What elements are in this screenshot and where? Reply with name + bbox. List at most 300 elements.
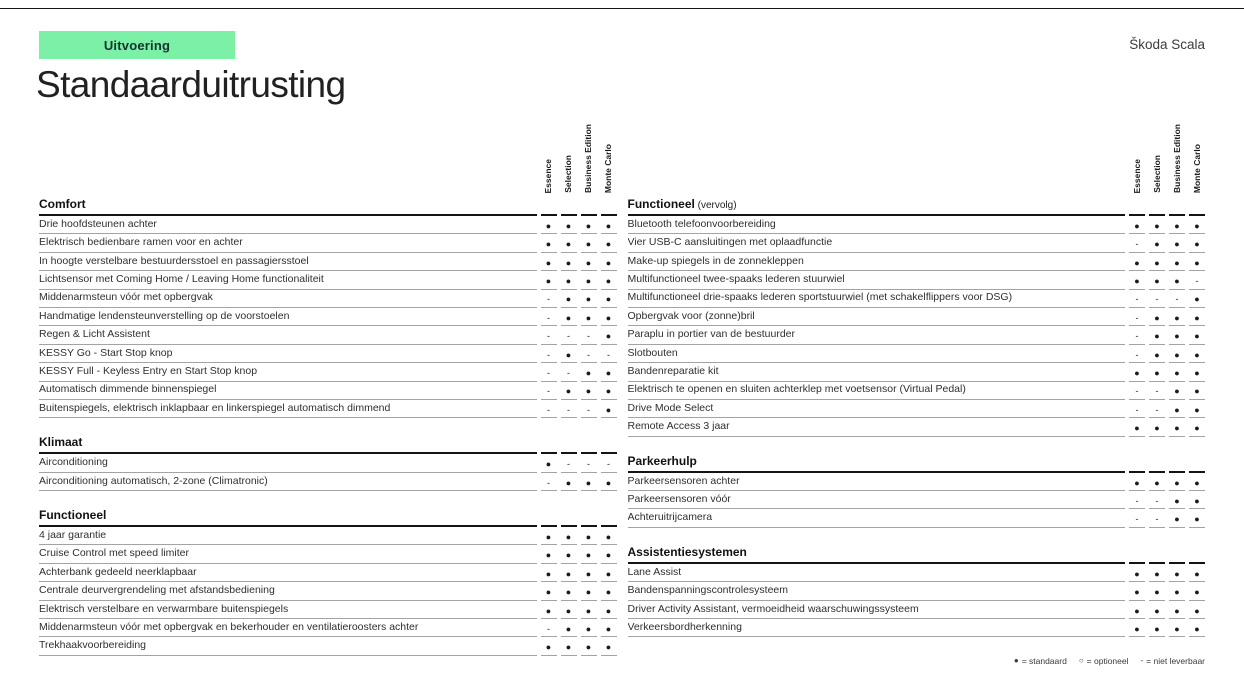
availability-standard: ●	[581, 637, 597, 655]
equipment-label: Parkeersensoren achter	[628, 473, 1126, 491]
availability-standard: ●	[1129, 473, 1145, 491]
equipment-label: Centrale deurvergrendeling met afstandsbediening	[39, 582, 537, 600]
section-heading-tick	[581, 435, 597, 454]
equipment-label: Make-up spiegels in de zonnekleppen	[628, 253, 1126, 271]
equipment-label: Lane Assist	[628, 564, 1126, 582]
section-heading-row	[628, 545, 1206, 564]
equipment-label: Remote Access 3 jaar	[628, 418, 1126, 436]
availability-standard: ●	[541, 564, 557, 582]
section-title	[628, 454, 1126, 473]
section-title	[628, 545, 1126, 564]
section-heading-row	[39, 197, 617, 216]
availability-standard: ●	[561, 216, 577, 234]
trim-column-label: Business Edition	[583, 124, 594, 193]
availability-standard: ●	[1169, 601, 1185, 619]
equipment-row	[628, 400, 1206, 418]
equipment-label: Achterbank gedeeld neerklapbaar	[39, 564, 537, 582]
availability-standard: ●	[561, 290, 577, 308]
availability-standard: ●	[561, 527, 577, 545]
section-title	[39, 508, 537, 527]
equipment-row	[39, 253, 617, 271]
equipment-section	[628, 454, 1206, 528]
equipment-label: Elektrisch te openen en sluiten achterklep met voetsensor (Virtual Pedal)	[628, 382, 1126, 400]
equipment-label: Middenarmsteun vóór met opbergvak en bekerhouder en ventilatieroosters achter	[39, 619, 537, 637]
equipment-row	[628, 491, 1206, 509]
availability-standard: ●	[601, 271, 617, 289]
equipment-row	[39, 564, 617, 582]
availability-standard: ●	[1169, 564, 1185, 582]
availability-standard: ●	[581, 527, 597, 545]
availability-standard: ●	[1149, 473, 1165, 491]
section-heading-tick	[601, 197, 617, 216]
availability-standard: ●	[1169, 271, 1185, 289]
section-title	[39, 435, 537, 454]
trim-column-header	[541, 125, 557, 193]
equipment-section	[39, 197, 617, 418]
availability-standard: ●	[581, 363, 597, 381]
availability-standard: ●	[1189, 619, 1205, 637]
availability-standard: ●	[561, 637, 577, 655]
section-heading-tick	[541, 197, 557, 216]
equipment-row	[39, 545, 617, 563]
equipment-row	[628, 382, 1206, 400]
availability-standard: ●	[561, 253, 577, 271]
section-heading-tick	[541, 508, 557, 527]
trim-column-label: Essence	[1131, 158, 1142, 193]
availability-standard: ●	[601, 290, 617, 308]
availability-standard: ●	[561, 601, 577, 619]
equipment-label: Drive Mode Select	[628, 400, 1126, 418]
availability-standard: ●	[541, 545, 557, 563]
equipment-row	[628, 363, 1206, 381]
equipment-row	[39, 400, 617, 418]
section-heading-row	[39, 435, 617, 454]
availability-standard: ●	[1129, 216, 1145, 234]
trim-column-label: Essence	[543, 158, 554, 193]
availability-standard: ●	[1189, 509, 1205, 527]
availability-standard: ●	[1189, 564, 1205, 582]
section-heading-tick	[1149, 454, 1165, 473]
equipment-row	[628, 326, 1206, 344]
equipment-label: Bluetooth telefoonvoorbereiding	[628, 216, 1126, 234]
equipment-label: Middenarmsteun vóór met opbergvak	[39, 290, 537, 308]
availability-standard: ●	[581, 473, 597, 491]
top-divider	[0, 8, 1244, 9]
section-heading-tick	[1129, 545, 1145, 564]
availability-standard: ●	[1169, 619, 1185, 637]
availability-not-available: -	[541, 326, 557, 344]
availability-standard: ●	[561, 271, 577, 289]
equipment-label: Slotbouten	[628, 345, 1126, 363]
availability-standard: ●	[561, 345, 577, 363]
equipment-row	[39, 290, 617, 308]
equipment-section	[39, 435, 617, 491]
availability-standard: ●	[561, 582, 577, 600]
header-spacer	[39, 125, 537, 193]
equipment-row	[39, 637, 617, 655]
availability-standard: ●	[541, 601, 557, 619]
equipment-label: KESSY Go - Start Stop knop	[39, 345, 537, 363]
availability-standard: ●	[1169, 473, 1185, 491]
availability-not-available: -	[1149, 382, 1165, 400]
availability-standard: ●	[1189, 290, 1205, 308]
availability-standard: ●	[1189, 308, 1205, 326]
equipment-row	[39, 527, 617, 545]
availability-standard: ●	[1189, 363, 1205, 381]
equipment-row	[628, 271, 1206, 289]
availability-standard: ●	[581, 290, 597, 308]
availability-standard: ●	[601, 545, 617, 563]
equipment-row	[628, 290, 1206, 308]
availability-standard: ●	[601, 400, 617, 418]
section-title-text: Functioneel	[39, 508, 107, 523]
availability-standard: ●	[1149, 308, 1165, 326]
brand-name: Škoda Scala	[1129, 37, 1205, 52]
availability-standard: ●	[1149, 234, 1165, 252]
trim-column-header	[1189, 125, 1205, 193]
equipment-label: Bandenreparatie kit	[628, 363, 1126, 381]
availability-standard: ●	[1129, 418, 1145, 436]
availability-standard: ●	[601, 564, 617, 582]
legend-not-available	[1141, 656, 1206, 666]
equipment-label: Bandenspanningscontrolesysteem	[628, 582, 1126, 600]
availability-standard: ●	[1189, 326, 1205, 344]
equipment-label: KESSY Full - Keyless Entry en Start Stop knop	[39, 363, 537, 381]
availability-standard: ●	[561, 545, 577, 563]
section-heading-tick	[1189, 545, 1205, 564]
availability-standard: ●	[1129, 601, 1145, 619]
trim-column-label: Business Edition	[1171, 124, 1182, 193]
availability-standard: ●	[601, 527, 617, 545]
section-heading-tick	[601, 435, 617, 454]
availability-standard: ●	[561, 234, 577, 252]
availability-standard: ●	[1189, 601, 1205, 619]
availability-standard: ●	[581, 271, 597, 289]
availability-standard: ●	[561, 473, 577, 491]
availability-standard: ●	[1169, 582, 1185, 600]
section-heading-tick	[1169, 454, 1185, 473]
section-heading-row	[628, 197, 1206, 216]
availability-standard: ●	[581, 545, 597, 563]
availability-standard: ●	[1129, 363, 1145, 381]
availability-standard: ●	[1149, 363, 1165, 381]
availability-not-available: -	[541, 382, 557, 400]
equipment-row	[628, 564, 1206, 582]
trim-column-header	[1149, 125, 1165, 193]
equipment-label: Drie hoofdsteunen achter	[39, 216, 537, 234]
left-equipment-column	[39, 125, 617, 656]
equipment-row	[628, 345, 1206, 363]
section-heading-tick	[561, 508, 577, 527]
equipment-row	[39, 601, 617, 619]
availability-standard: ●	[541, 454, 557, 472]
availability-standard: ●	[1149, 216, 1165, 234]
availability-standard: ●	[1169, 418, 1185, 436]
equipment-label: Handmatige lendensteunverstelling op de voorstoelen	[39, 308, 537, 326]
availability-not-available: -	[1169, 290, 1185, 308]
equipment-label: Multifunctioneel drie-spaaks lederen sportstuurwiel (met schakelflippers voor DSG)	[628, 290, 1126, 308]
equipment-label: Driver Activity Assistant, vermoeidheid waarschuwingssysteem	[628, 601, 1126, 619]
availability-standard: ●	[1149, 418, 1165, 436]
optional-circle-icon: ○	[1078, 656, 1084, 665]
header-spacer	[628, 125, 1126, 193]
availability-standard: ●	[581, 253, 597, 271]
availability-standard: ●	[601, 363, 617, 381]
section-heading-tick	[1149, 197, 1165, 216]
equipment-row	[628, 601, 1206, 619]
availability-not-available: -	[601, 345, 617, 363]
availability-standard: ●	[1149, 253, 1165, 271]
availability-standard: ●	[1169, 363, 1185, 381]
trim-column-header	[1129, 125, 1145, 193]
availability-not-available: -	[541, 308, 557, 326]
availability-standard: ●	[1149, 601, 1165, 619]
equipment-row	[628, 582, 1206, 600]
availability-not-available: -	[1129, 234, 1145, 252]
availability-not-available: -	[581, 326, 597, 344]
availability-standard: ●	[601, 216, 617, 234]
equipment-row	[628, 216, 1206, 234]
availability-standard: ●	[601, 253, 617, 271]
availability-standard: ●	[541, 271, 557, 289]
availability-standard: ●	[581, 582, 597, 600]
availability-standard: ●	[1169, 253, 1185, 271]
availability-not-available: -	[1129, 290, 1145, 308]
section-title-text: Functioneel	[627, 197, 695, 211]
availability-standard: ●	[541, 527, 557, 545]
equipment-row	[628, 234, 1206, 252]
availability-standard: ●	[541, 637, 557, 655]
availability-not-available: -	[541, 290, 557, 308]
availability-standard: ●	[561, 564, 577, 582]
availability-standard: ●	[581, 216, 597, 234]
availability-standard: ●	[1149, 345, 1165, 363]
availability-standard: ●	[581, 234, 597, 252]
availability-not-available: -	[581, 345, 597, 363]
equipment-label: Cruise Control met speed limiter	[39, 545, 537, 563]
section-title-text: Assistentiesystemen	[627, 544, 747, 559]
equipment-section	[628, 545, 1206, 638]
availability-standard: ●	[1169, 345, 1185, 363]
availability-standard: ●	[541, 582, 557, 600]
section-heading-tick	[1149, 545, 1165, 564]
equipment-label: Trekhaakvoorbereiding	[39, 637, 537, 655]
availability-not-available: -	[1149, 290, 1165, 308]
availability-not-available: -	[1189, 271, 1205, 289]
availability-not-available: -	[561, 454, 577, 472]
equipment-tables	[39, 125, 1205, 656]
equipment-label: Vier USB-C aansluitingen met oplaadfunctie	[628, 234, 1126, 252]
trim-column-header	[561, 125, 577, 193]
legend-optional-text: = optioneel	[1086, 656, 1129, 666]
equipment-row	[628, 253, 1206, 271]
equipment-label: Parkeersensoren vóór	[628, 491, 1126, 509]
availability-legend	[1014, 656, 1205, 666]
availability-standard: ●	[1149, 564, 1165, 582]
availability-standard: ●	[581, 382, 597, 400]
availability-not-available: -	[581, 400, 597, 418]
availability-standard: ●	[1129, 564, 1145, 582]
availability-standard: ●	[1189, 234, 1205, 252]
equipment-row	[628, 619, 1206, 637]
section-heading-tick	[1169, 545, 1185, 564]
availability-standard: ●	[1169, 509, 1185, 527]
legend-standard-text: = standaard	[1021, 656, 1067, 666]
equipment-row	[628, 418, 1206, 436]
availability-not-available: -	[1149, 491, 1165, 509]
not-available-dash-icon: -	[1140, 656, 1144, 665]
equipment-row	[39, 234, 617, 252]
equipment-label: Lichtsensor met Coming Home / Leaving Home functionaliteit	[39, 271, 537, 289]
uitvoering-badge	[39, 31, 235, 59]
section-heading-tick	[561, 435, 577, 454]
availability-not-available: -	[541, 619, 557, 637]
section-heading-tick	[1129, 197, 1145, 216]
equipment-label: Elektrisch bedienbare ramen voor en achter	[39, 234, 537, 252]
equipment-row	[39, 308, 617, 326]
availability-standard: ●	[1189, 253, 1205, 271]
availability-not-available: -	[1149, 509, 1165, 527]
availability-not-available: -	[541, 473, 557, 491]
availability-not-available: -	[601, 454, 617, 472]
section-title-text: Parkeerhulp	[627, 453, 697, 468]
trim-column-header	[1169, 125, 1185, 193]
trim-column-label: Monte Carlo	[603, 143, 614, 193]
section-heading-tick	[541, 435, 557, 454]
availability-standard: ●	[581, 619, 597, 637]
trim-column-headers	[39, 125, 617, 193]
trim-column-label: Selection	[563, 155, 574, 193]
availability-not-available: -	[1149, 400, 1165, 418]
section-heading-tick	[581, 508, 597, 527]
equipment-row	[39, 454, 617, 472]
availability-standard: ●	[1129, 253, 1145, 271]
section-title-text: Comfort	[39, 197, 86, 211]
section-title	[39, 197, 537, 216]
availability-standard: ●	[561, 619, 577, 637]
section-title	[628, 197, 1126, 216]
equipment-label: Airconditioning	[39, 454, 537, 472]
availability-standard: ●	[1189, 582, 1205, 600]
equipment-row	[628, 473, 1206, 491]
availability-standard: ●	[1129, 582, 1145, 600]
availability-not-available: -	[1129, 382, 1145, 400]
availability-standard: ●	[1149, 271, 1165, 289]
availability-not-available: -	[541, 363, 557, 381]
equipment-label: Elektrisch verstelbare en verwarmbare buitenspiegels	[39, 601, 537, 619]
availability-not-available: -	[1129, 345, 1145, 363]
availability-standard: ●	[1169, 400, 1185, 418]
availability-standard: ●	[1149, 582, 1165, 600]
equipment-row	[39, 271, 617, 289]
availability-standard: ●	[601, 637, 617, 655]
equipment-row	[39, 473, 617, 491]
section-heading-row	[628, 454, 1206, 473]
uitvoering-badge-label: Uitvoering	[103, 37, 171, 53]
section-heading-tick	[1169, 197, 1185, 216]
equipment-row	[628, 509, 1206, 527]
section-heading-tick	[601, 508, 617, 527]
availability-not-available: -	[561, 326, 577, 344]
availability-standard: ●	[581, 564, 597, 582]
availability-standard: ●	[561, 308, 577, 326]
page-title: Standaarduitrusting	[36, 64, 346, 105]
availability-standard: ●	[541, 216, 557, 234]
availability-standard: ●	[1169, 382, 1185, 400]
availability-not-available: -	[541, 345, 557, 363]
availability-standard: ●	[1189, 216, 1205, 234]
section-heading-tick	[1129, 454, 1145, 473]
equipment-row	[39, 619, 617, 637]
equipment-row	[39, 216, 617, 234]
section-title-text: Klimaat	[39, 435, 83, 450]
availability-standard: ●	[1189, 382, 1205, 400]
equipment-label: Airconditioning automatisch, 2-zone (Climatronic)	[39, 473, 537, 491]
availability-standard: ●	[1189, 400, 1205, 418]
section-heading-tick	[581, 197, 597, 216]
availability-not-available: -	[541, 400, 557, 418]
legend-optional	[1079, 656, 1129, 666]
standard-dot-icon: ●	[1013, 656, 1019, 665]
legend-standard	[1014, 656, 1067, 666]
availability-standard: ●	[1169, 216, 1185, 234]
equipment-label: In hoogte verstelbare bestuurdersstoel en passagiersstoel	[39, 253, 537, 271]
availability-standard: ●	[1169, 234, 1185, 252]
availability-standard: ●	[601, 234, 617, 252]
availability-standard: ●	[1169, 491, 1185, 509]
equipment-label: 4 jaar garantie	[39, 527, 537, 545]
availability-standard: ●	[1189, 418, 1205, 436]
availability-standard: ●	[1169, 326, 1185, 344]
equipment-row	[39, 326, 617, 344]
availability-not-available: -	[581, 454, 597, 472]
trim-column-header	[581, 125, 597, 193]
availability-standard: ●	[601, 582, 617, 600]
availability-standard: ●	[601, 326, 617, 344]
trim-column-headers	[628, 125, 1206, 193]
equipment-row	[39, 382, 617, 400]
equipment-section	[39, 508, 617, 656]
trim-column-header	[601, 125, 617, 193]
availability-not-available: -	[561, 400, 577, 418]
section-heading-tick	[1189, 454, 1205, 473]
availability-not-available: -	[1129, 491, 1145, 509]
availability-standard: ●	[601, 382, 617, 400]
equipment-row	[628, 308, 1206, 326]
availability-standard: ●	[1149, 326, 1165, 344]
equipment-label: Regen & Licht Assistent	[39, 326, 537, 344]
equipment-label: Buitenspiegels, elektrisch inklapbaar en linkerspiegel automatisch dimmend	[39, 400, 537, 418]
availability-not-available: -	[1129, 326, 1145, 344]
availability-not-available: -	[561, 363, 577, 381]
equipment-label: Automatisch dimmende binnenspiegel	[39, 382, 537, 400]
availability-standard: ●	[601, 619, 617, 637]
availability-not-available: -	[1129, 509, 1145, 527]
section-heading-row	[39, 508, 617, 527]
equipment-row	[39, 345, 617, 363]
section-heading-tick	[561, 197, 577, 216]
equipment-label: Opbergvak voor (zonne)bril	[628, 308, 1126, 326]
trim-column-label: Selection	[1151, 155, 1162, 193]
equipment-row	[39, 363, 617, 381]
equipment-label: Paraplu in portier van de bestuurder	[628, 326, 1126, 344]
equipment-label: Verkeersbordherkenning	[628, 619, 1126, 637]
availability-standard: ●	[541, 253, 557, 271]
section-title-suffix: (vervolg)	[694, 200, 737, 211]
availability-standard: ●	[1129, 619, 1145, 637]
equipment-label: Multifunctioneel twee-spaaks lederen stuurwiel	[628, 271, 1126, 289]
availability-standard: ●	[561, 382, 577, 400]
